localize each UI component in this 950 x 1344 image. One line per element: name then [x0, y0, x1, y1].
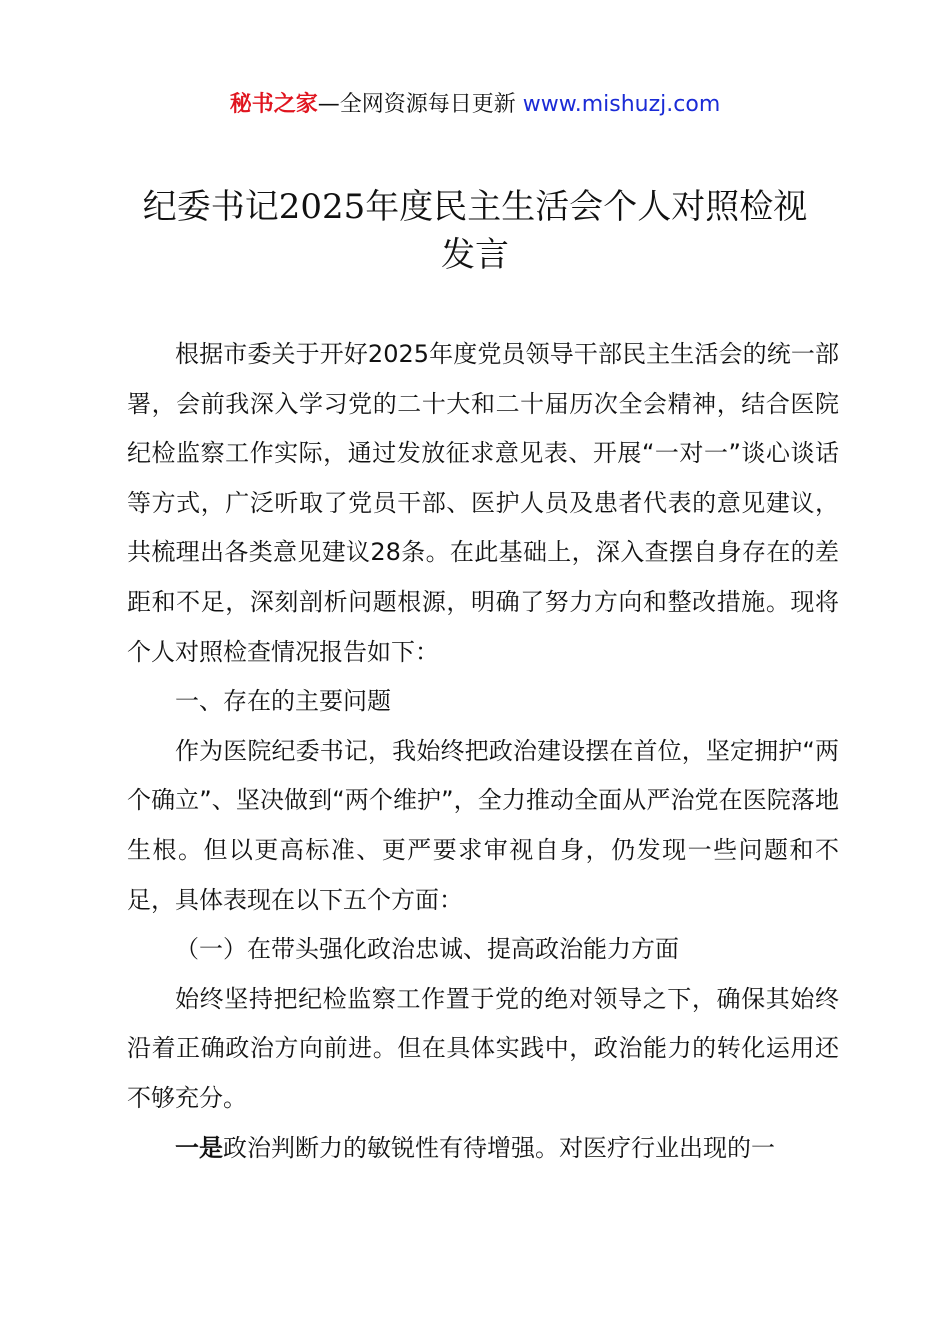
- subsection-heading-1: （一）在带头强化政治忠诚、提高政治能力方面: [175, 935, 679, 964]
- title-line-2: 发言: [441, 235, 509, 275]
- point-one-paragraph: [127, 1124, 839, 1174]
- political-loyalty-paragraph: 始终坚持把纪检监察工作置于党的绝对领导之下，确保其始终沿着正确政治方向前进。但在具体实践中，政治能力的转化运用还不够充分。: [127, 984, 839, 1112]
- site-url[interactable]: www.mishuzj.com: [522, 92, 721, 117]
- problem-overview-paragraph: 作为医院纪委书记，我始终把政治建设摆在首位，坚定拥护“两个确立”、坚决做到“两个维护”，全力推动全面从严治党在医院落地生根。但以更高标准、更严要求审视自身，仍发现一些问题和不足，具体表现在以下五个方面：: [127, 736, 839, 914]
- document-body: [127, 330, 839, 1173]
- header-slogan: —全网资源每日更新: [317, 92, 523, 117]
- point-one-lead: 一是: [175, 1133, 223, 1162]
- section-heading-1: 一、存在的主要问题: [175, 687, 391, 716]
- brand-name: 秘书之家: [229, 92, 318, 117]
- intro-paragraph: 根据市委关于开好2025年度党员领导干部民主生活会的统一部署，会前我深入学习党的二十大和二十届历次全会精神，结合医院纪检监察工作实际，通过发放征求意见表、开展“一对一”谈心谈话等方式，广泛听取了党员干部、医护人员及患者代表的意见建议，共梳理出各类意见建议28条。在此基础上，深入查摆自身存在的差距和不足，深刻剖析问题根源，明确了努力方向和整改措施。现将个人对照检查情况报告如下：: [127, 340, 839, 666]
- site-header: [0, 88, 950, 122]
- title-line-1: 纪委书记2025年度民主生活会个人对照检视: [142, 187, 808, 227]
- document-title: [100, 183, 850, 279]
- point-one-text: 政治判断力的敏锐性有待增强。对医疗行业出现的一: [223, 1133, 775, 1162]
